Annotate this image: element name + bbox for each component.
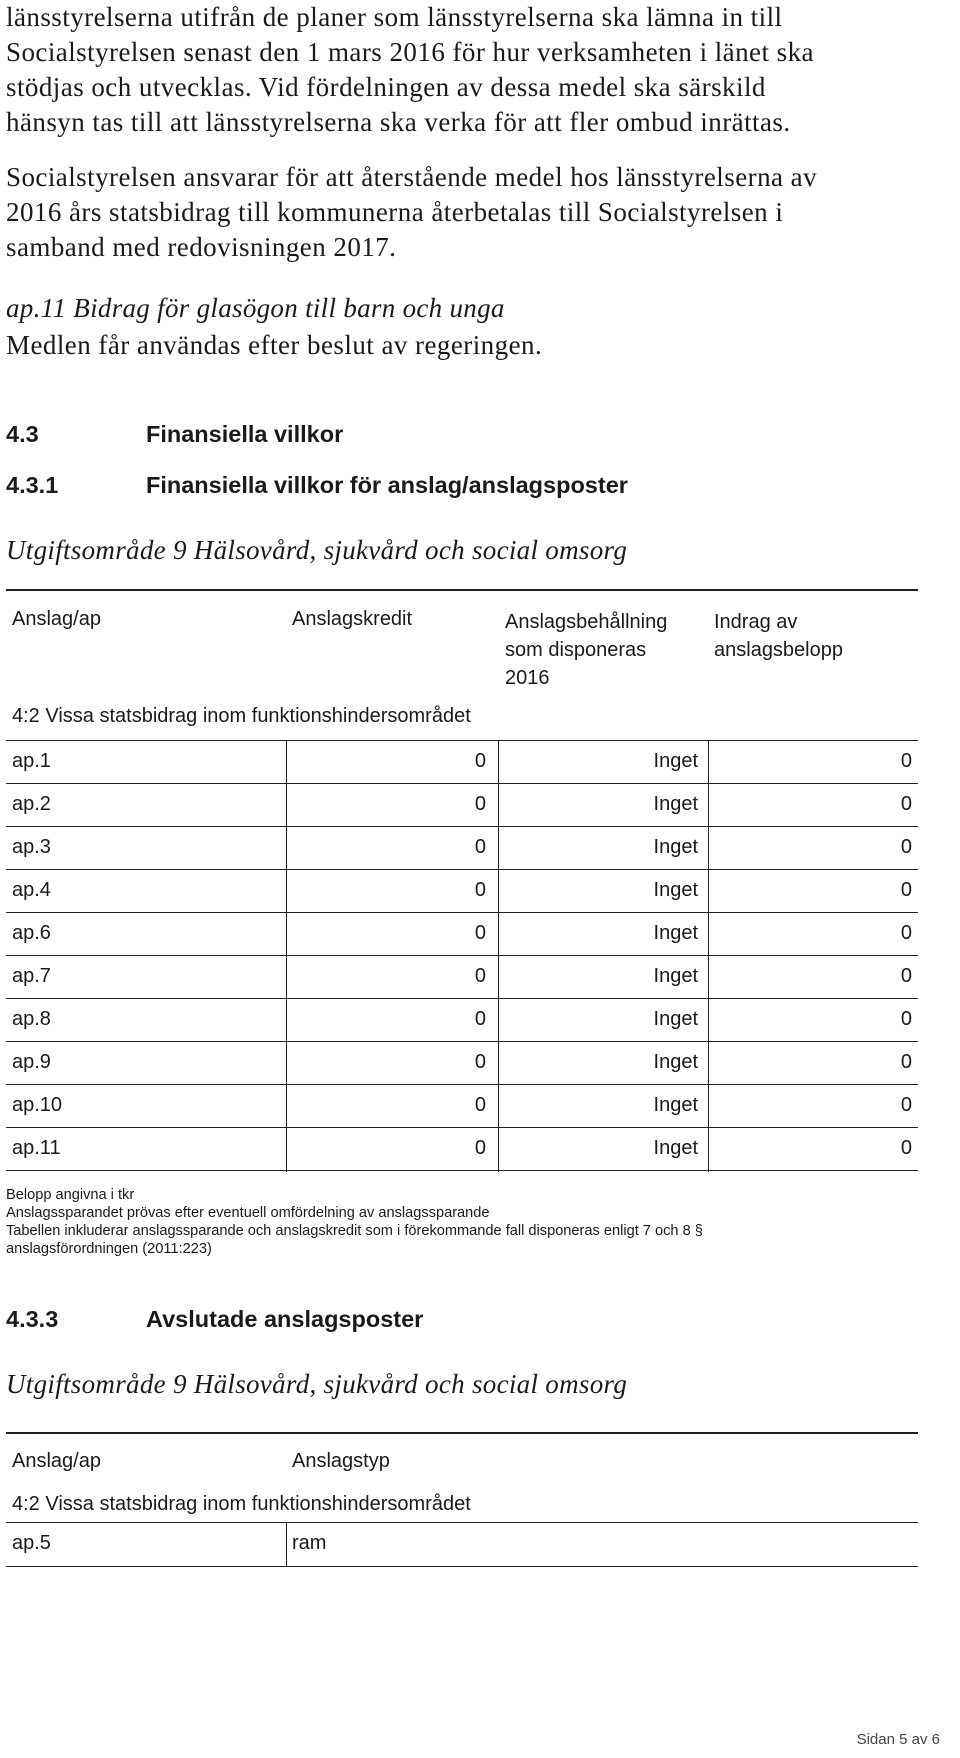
table-cell-kredit: 0 bbox=[474, 836, 486, 858]
row-rule bbox=[6, 1170, 918, 1171]
text-line: 2016 års statsbidrag till kommunerna återbetalas till Socialstyrelsen i bbox=[6, 197, 784, 227]
col-header-behallning: Anslagsbehållning som disponeras 2016 bbox=[505, 611, 668, 689]
table-top-rule bbox=[6, 589, 918, 591]
col-header-kredit: Anslagskredit bbox=[292, 608, 413, 630]
table-cell-ap: ap.5 bbox=[12, 1532, 51, 1554]
table-cell-kredit: 0 bbox=[474, 922, 486, 944]
group-rule bbox=[6, 740, 918, 741]
table-cell-behallning: Inget bbox=[653, 879, 698, 901]
table-cell-kredit: 0 bbox=[474, 793, 486, 815]
text-line: Socialstyrelsen senast den 1 mars 2016 för hur verksamheten i länet ska bbox=[6, 37, 814, 67]
section-title: Finansiella villkor för anslag/anslagsposter bbox=[146, 472, 628, 498]
table-cell-kredit: 0 bbox=[474, 1051, 486, 1073]
table-cell-ap: ap.8 bbox=[12, 1008, 51, 1030]
page-number: Sidan 5 av 6 bbox=[856, 1731, 940, 1748]
table-cell-ap: ap.11 bbox=[12, 1137, 61, 1159]
table-cell-indrag: 0 bbox=[900, 1008, 912, 1030]
section-number: 4.3.3 bbox=[6, 1306, 59, 1332]
table-cell-behallning: Inget bbox=[653, 750, 698, 772]
body-paragraph-2 bbox=[6, 160, 936, 265]
table-cell-indrag: 0 bbox=[900, 1051, 912, 1073]
row-rule bbox=[6, 783, 918, 784]
section-heading-4-3-1 bbox=[6, 472, 628, 499]
section-heading-4-3 bbox=[6, 421, 343, 448]
table-cell-ap: ap.3 bbox=[12, 836, 51, 858]
table-cell-indrag: 0 bbox=[900, 1137, 912, 1159]
body-paragraph-1 bbox=[6, 0, 936, 140]
col-header-indrag: Indrag av anslagsbelopp bbox=[714, 611, 843, 661]
table-cell-indrag: 0 bbox=[900, 965, 912, 987]
col-header-anslag: Anslag/ap bbox=[12, 1450, 101, 1472]
row-rule bbox=[6, 955, 918, 956]
table-cell-indrag: 0 bbox=[900, 1094, 912, 1116]
area-title: Utgiftsområde 9 Hälsovård, sjukvård och social omsorg bbox=[6, 535, 628, 565]
table-bottom-rule bbox=[6, 1566, 918, 1567]
table-cell-ap: ap.1 bbox=[12, 750, 51, 772]
table-cell-behallning: Inget bbox=[653, 965, 698, 987]
row-rule bbox=[6, 826, 918, 827]
row-rule bbox=[6, 1041, 918, 1042]
col-header-typ: Anslagstyp bbox=[292, 1450, 390, 1472]
table-cell-ap: ap.9 bbox=[12, 1051, 51, 1073]
table-cell-behallning: Inget bbox=[653, 1051, 698, 1073]
text-line: länsstyrelserna utifrån de planer som länsstyrelserna ska lämna in till bbox=[6, 2, 783, 32]
table-cell-indrag: 0 bbox=[900, 879, 912, 901]
row-rule bbox=[6, 869, 918, 870]
ap11-subheading: ap.11 Bidrag för glasögon till barn och unga bbox=[6, 293, 505, 323]
table-cell-typ: ram bbox=[292, 1532, 327, 1554]
table-group-label: 4:2 Vissa statsbidrag inom funktionshindersområdet bbox=[12, 1493, 471, 1515]
column-divider bbox=[286, 1522, 287, 1566]
table-cell-kredit: 0 bbox=[474, 1094, 486, 1116]
ap11-text: Medlen får användas efter beslut av regeringen. bbox=[6, 330, 543, 360]
table-cell-behallning: Inget bbox=[653, 922, 698, 944]
section-number: 4.3 bbox=[6, 421, 39, 447]
area-title-2: Utgiftsområde 9 Hälsovård, sjukvård och social omsorg bbox=[6, 1369, 628, 1399]
table-group-label: 4:2 Vissa statsbidrag inom funktionshindersområdet bbox=[12, 705, 471, 727]
table-cell-behallning: Inget bbox=[653, 836, 698, 858]
text-line: Socialstyrelsen ansvarar för att återstående medel hos länsstyrelserna av bbox=[6, 162, 818, 192]
footnote: Tabellen inkluderar anslagssparande och anslagskredit som i förekommande fall disponeras enligt 7 och 8 § bbox=[6, 1223, 703, 1239]
col-header-anslag: Anslag/ap bbox=[12, 608, 101, 630]
footnote: Belopp angivna i tkr bbox=[6, 1187, 135, 1203]
table-cell-kredit: 0 bbox=[474, 750, 486, 772]
section-heading-4-3-3 bbox=[6, 1306, 423, 1333]
table-cell-kredit: 0 bbox=[474, 1008, 486, 1030]
table-footnotes bbox=[6, 1186, 936, 1258]
row-rule bbox=[6, 998, 918, 999]
column-divider bbox=[708, 740, 709, 1172]
table-cell-ap: ap.7 bbox=[12, 965, 51, 987]
text-line: hänsyn tas till att länsstyrelserna ska verka för att fler ombud inrättas. bbox=[6, 107, 791, 137]
table-cell-behallning: Inget bbox=[653, 1008, 698, 1030]
table-cell-indrag: 0 bbox=[900, 836, 912, 858]
table-cell-indrag: 0 bbox=[900, 750, 912, 772]
row-rule bbox=[6, 1127, 918, 1128]
footnote: anslagsförordningen (2011:223) bbox=[6, 1241, 212, 1257]
footnote: Anslagssparandet prövas efter eventuell omfördelning av anslagssparande bbox=[6, 1205, 490, 1221]
table-top-rule bbox=[6, 1432, 918, 1434]
section-title: Avslutade anslagsposter bbox=[146, 1306, 424, 1332]
table-cell-ap: ap.4 bbox=[12, 879, 51, 901]
column-divider bbox=[286, 740, 287, 1172]
table-cell-indrag: 0 bbox=[900, 793, 912, 815]
section-title: Finansiella villkor bbox=[146, 421, 344, 447]
section-number: 4.3.1 bbox=[6, 472, 59, 498]
column-divider bbox=[498, 740, 499, 1172]
table-cell-behallning: Inget bbox=[653, 793, 698, 815]
table-cell-kredit: 0 bbox=[474, 1137, 486, 1159]
row-rule bbox=[6, 912, 918, 913]
table-cell-ap: ap.2 bbox=[12, 793, 51, 815]
table-cell-kredit: 0 bbox=[474, 965, 486, 987]
table-cell-ap: ap.6 bbox=[12, 922, 51, 944]
table-cell-kredit: 0 bbox=[474, 879, 486, 901]
table-cell-ap: ap.10 bbox=[12, 1094, 63, 1116]
text-line: samband med redovisningen 2017. bbox=[6, 232, 397, 262]
table-cell-behallning: Inget bbox=[653, 1094, 698, 1116]
table-cell-indrag: 0 bbox=[900, 922, 912, 944]
group-rule bbox=[6, 1522, 918, 1523]
table-cell-behallning: Inget bbox=[653, 1137, 698, 1159]
text-line: stödjas och utvecklas. Vid fördelningen av dessa medel ska särskild bbox=[6, 72, 766, 102]
row-rule bbox=[6, 1084, 918, 1085]
